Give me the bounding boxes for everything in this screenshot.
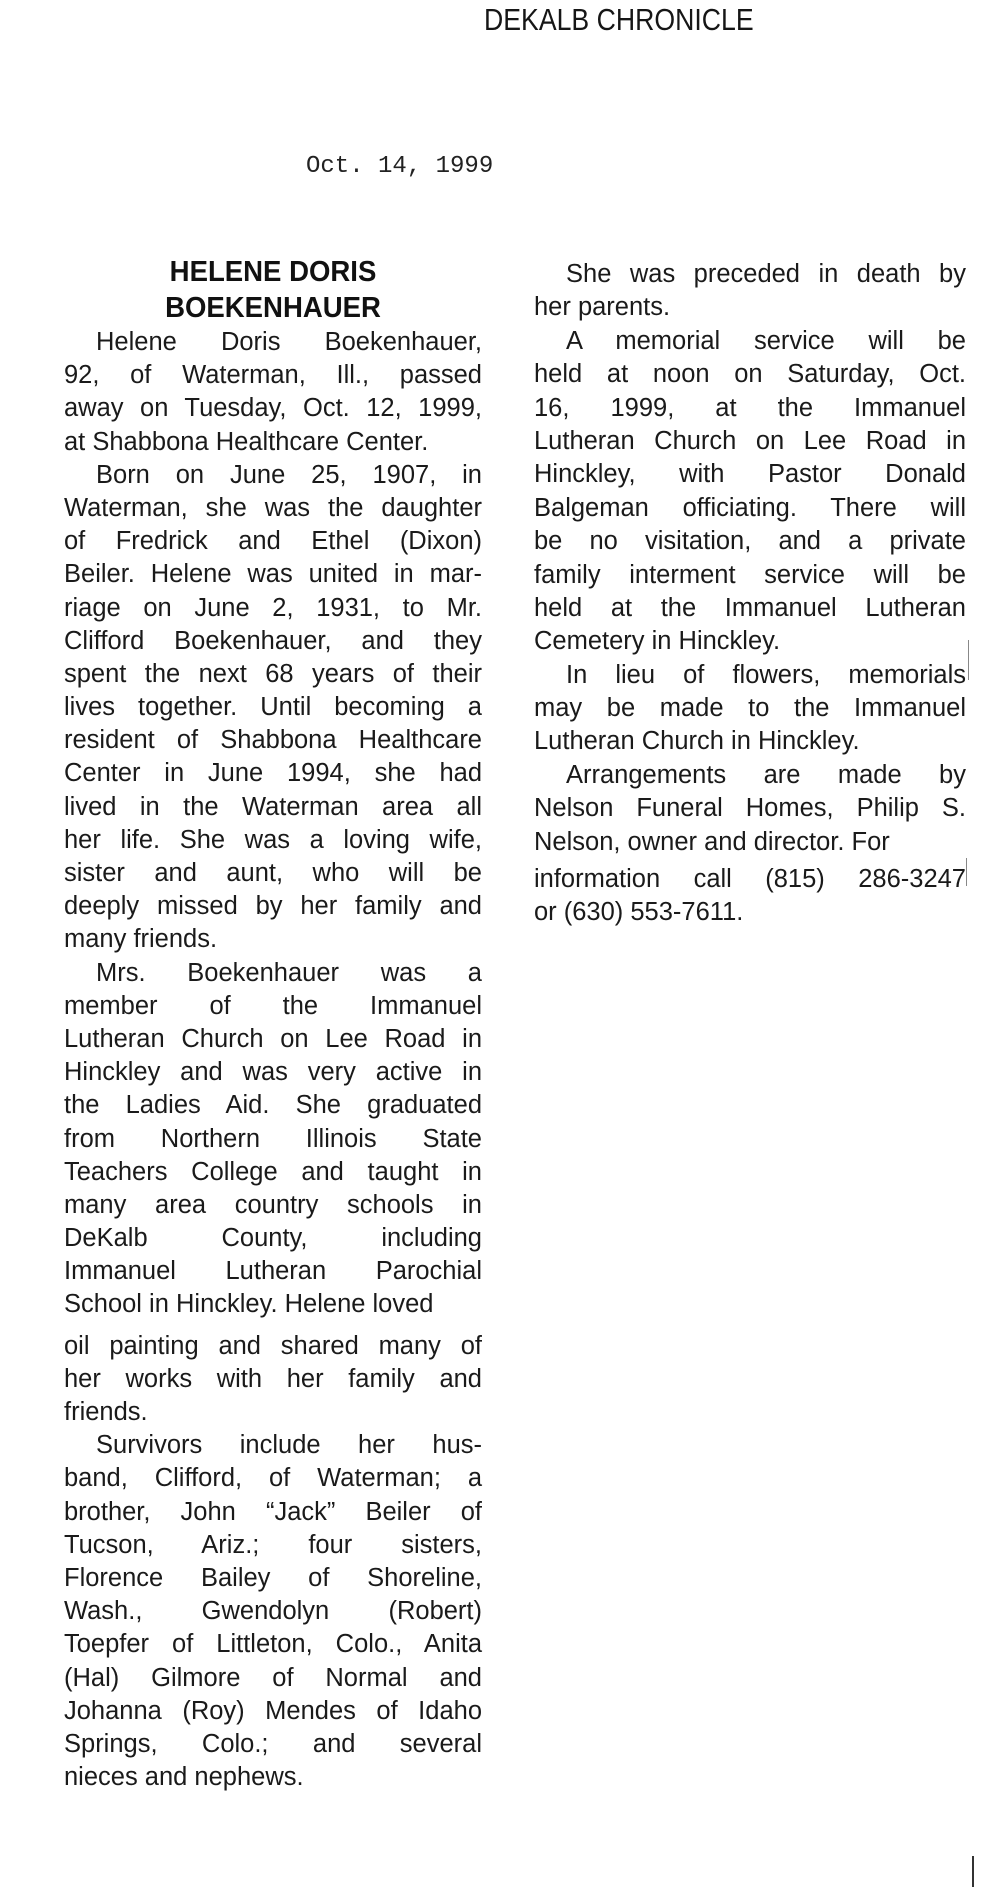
paragraph-arrangements-continued bbox=[534, 863, 966, 930]
dateline: Oct. 14, 1999 bbox=[306, 153, 494, 180]
text-line: Johanna (Roy) Mendes of Idaho bbox=[64, 1696, 482, 1725]
paragraph-church-education bbox=[64, 957, 482, 1322]
paragraph-intro bbox=[64, 326, 482, 459]
text-line: lived in the Waterman area all bbox=[64, 792, 482, 821]
text-line: Nelson Funeral Homes, Philip S. bbox=[534, 794, 966, 823]
text-line: School in Hinckley. Helene loved bbox=[64, 1290, 434, 1319]
text-line: Lutheran Church on Lee Road in bbox=[534, 426, 966, 455]
paragraph-memorial-service bbox=[534, 325, 966, 659]
text-line: Clifford Boekenhauer, and they bbox=[64, 626, 482, 655]
paragraph-church-education-continued bbox=[64, 1330, 482, 1430]
text-line: Hinckley, with Pastor Donald bbox=[534, 460, 966, 489]
text-line: brother, John “Jack” Beiler of bbox=[64, 1497, 482, 1526]
text-line: She was preceded in death by bbox=[566, 260, 966, 288]
text-line: member of the Immanuel bbox=[64, 991, 482, 1020]
headline-line: HELENE DORIS bbox=[169, 256, 377, 288]
text-line: Center in June 1994, she had bbox=[64, 759, 482, 788]
text-line: information call (815) 286-3247 bbox=[534, 865, 966, 894]
text-line: Toepfer of Littleton, Colo., Anita bbox=[64, 1630, 482, 1659]
text-line: at Shabbona Healthcare Center. bbox=[64, 427, 429, 456]
text-line: resident of Shabbona Healthcare bbox=[64, 726, 482, 755]
text-line: DeKalb County, including bbox=[64, 1224, 482, 1253]
text-line: oil painting and shared many of bbox=[64, 1331, 482, 1360]
text-line: her works with her family and bbox=[64, 1364, 482, 1393]
text-line: (Hal) Gilmore of Normal and bbox=[64, 1663, 482, 1692]
text-line: or (630) 553-7611. bbox=[534, 898, 744, 927]
paragraph-arrangements bbox=[534, 759, 966, 859]
paragraph-biography bbox=[64, 459, 482, 957]
text-line: of Fredrick and Ethel (Dixon) bbox=[64, 527, 482, 556]
left-column bbox=[64, 254, 482, 1794]
paragraph-memorials bbox=[534, 659, 966, 759]
text-line: band, Clifford, of Waterman; a bbox=[64, 1464, 482, 1493]
text-line: 16, 1999, at the Immanuel bbox=[534, 393, 966, 422]
text-line: Beiler. Helene was united in mar- bbox=[64, 560, 482, 589]
text-line: Lutheran Church in Hinckley. bbox=[534, 727, 860, 756]
text-line: A memorial service will be bbox=[566, 326, 966, 355]
text-line: from Northern Illinois State bbox=[64, 1124, 482, 1153]
scan-edge-mark bbox=[972, 1856, 974, 1887]
text-line: Nelson, owner and director. For bbox=[534, 827, 890, 856]
text-line: Teachers College and taught in bbox=[64, 1157, 482, 1186]
text-line: her life. She was a loving wife, bbox=[64, 825, 482, 854]
text-line: Born on June 25, 1907, in bbox=[96, 460, 482, 489]
text-line: spent the next 68 years of their bbox=[64, 659, 482, 688]
text-line: riage on June 2, 1931, to Mr. bbox=[64, 593, 482, 622]
text-line: sister and aunt, who will be bbox=[64, 859, 482, 887]
paragraph-preceded bbox=[534, 258, 966, 325]
masthead: DEKALB CHRONICLE bbox=[484, 2, 754, 37]
text-line: Balgeman officiating. There will bbox=[534, 493, 966, 522]
text-line: In lieu of flowers, memorials bbox=[566, 660, 966, 689]
text-line: Survivors include her hus- bbox=[96, 1431, 482, 1460]
text-line: deeply missed by her family and bbox=[64, 892, 482, 921]
paragraph-survivors bbox=[64, 1429, 482, 1794]
text-line: nieces and nephews. bbox=[64, 1763, 304, 1792]
text-line: Immanuel Lutheran Parochial bbox=[64, 1257, 482, 1286]
text-line: Mrs. Boekenhauer was a bbox=[96, 958, 482, 987]
text-line: Springs, Colo.; and several bbox=[64, 1729, 482, 1758]
text-line: Lutheran Church on Lee Road in bbox=[64, 1024, 482, 1053]
headline-line: BOEKENHAUER bbox=[165, 292, 381, 324]
text-line: family interment service will be bbox=[534, 560, 966, 589]
text-line: Arrangements are made by bbox=[566, 760, 966, 789]
text-line: Cemetery in Hinckley. bbox=[534, 627, 781, 656]
text-line: many friends. bbox=[64, 925, 218, 954]
text-line: Tucson, Ariz.; four sisters, bbox=[64, 1530, 482, 1559]
text-line: Waterman, she was the daughter bbox=[64, 493, 482, 522]
text-line: Helene Doris Boekenhauer, bbox=[96, 328, 482, 356]
text-line: Wash., Gwendolyn (Robert) bbox=[64, 1597, 482, 1626]
text-line: 92, of Waterman, Ill., passed bbox=[64, 361, 482, 390]
text-line: many area country schools in bbox=[64, 1190, 482, 1219]
text-line: held at noon on Saturday, Oct. bbox=[534, 360, 966, 389]
text-line: may be made to the Immanuel bbox=[534, 694, 966, 723]
scan-edge-mark bbox=[968, 640, 969, 680]
text-line: Florence Bailey of Shoreline, bbox=[64, 1563, 482, 1592]
text-line: the Ladies Aid. She graduated bbox=[64, 1091, 482, 1120]
obituary-headline bbox=[74, 254, 471, 326]
text-line: held at the Immanuel Lutheran bbox=[534, 593, 966, 622]
right-column bbox=[534, 258, 966, 930]
text-line: lives together. Until becoming a bbox=[64, 693, 482, 722]
text-line: her parents. bbox=[534, 293, 671, 322]
text-line: away on Tuesday, Oct. 12, 1999, bbox=[64, 394, 482, 423]
scan-edge-mark bbox=[966, 858, 967, 886]
text-line: friends. bbox=[64, 1398, 148, 1426]
text-line: Hinckley and was very active in bbox=[64, 1058, 482, 1087]
text-line: be no visitation, and a private bbox=[534, 527, 966, 556]
